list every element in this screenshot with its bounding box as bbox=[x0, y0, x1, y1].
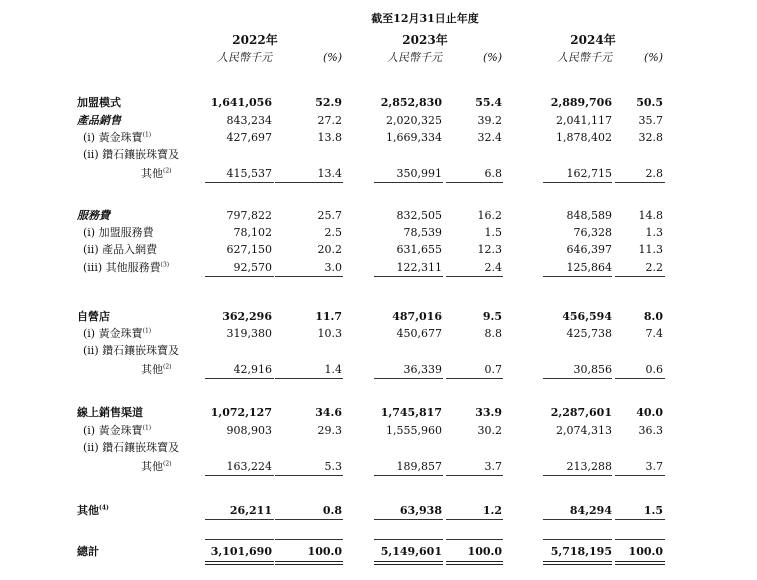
amount-cell: 2,852,830 bbox=[380, 96, 442, 109]
percent-cell: 27.2 bbox=[317, 114, 342, 127]
percent-cell: 39.2 bbox=[477, 114, 502, 127]
percent-cell: 40.0 bbox=[636, 406, 663, 419]
percent-cell: 2.8 bbox=[645, 167, 663, 180]
row-label: 其他$^{(2)}$ bbox=[141, 460, 172, 473]
amount-cell: 848,589 bbox=[566, 209, 612, 222]
subtotal-rule bbox=[374, 276, 443, 277]
amount-cell: 1,878,402 bbox=[556, 131, 612, 144]
percent-cell: 100.0 bbox=[307, 545, 342, 558]
amount-cell: 36,339 bbox=[403, 363, 442, 376]
row-label: 其他$^{(2)}$ bbox=[141, 167, 172, 180]
subtotal-rule bbox=[205, 276, 274, 277]
amount-cell: 646,397 bbox=[566, 243, 612, 256]
total-double-rule bbox=[543, 561, 612, 565]
amount-cell: 908,903 bbox=[226, 424, 272, 437]
total-top-rule bbox=[543, 539, 612, 540]
row-label: (i) 加盟服務費 bbox=[83, 226, 154, 239]
percent-cell: 10.3 bbox=[317, 327, 342, 340]
amount-cell: 1,669,334 bbox=[386, 131, 442, 144]
percent-cell: 1.4 bbox=[324, 363, 342, 376]
year-header: 2022年 bbox=[232, 33, 278, 47]
percent-cell: 12.3 bbox=[477, 243, 502, 256]
percent-cell: 1.5 bbox=[484, 226, 502, 239]
amount-cell: 5,718,195 bbox=[550, 545, 612, 558]
subtotal-rule bbox=[543, 519, 612, 520]
unit-label: 人民幣千元 bbox=[557, 51, 612, 64]
row-label: 總計 bbox=[77, 545, 99, 558]
amount-cell: 350,991 bbox=[396, 167, 442, 180]
amount-cell: 163,224 bbox=[226, 460, 272, 473]
percent-cell: 14.8 bbox=[638, 209, 663, 222]
subtotal-rule bbox=[446, 378, 503, 379]
subtotal-rule bbox=[275, 519, 343, 520]
row-label: 自營店 bbox=[77, 310, 110, 323]
amount-cell: 1,555,960 bbox=[386, 424, 442, 437]
row-label: (ii) 產品入網費 bbox=[83, 243, 158, 256]
footnote-marker: (2) bbox=[163, 460, 172, 468]
percent-cell: 52.9 bbox=[315, 96, 342, 109]
percent-cell: 32.4 bbox=[477, 131, 502, 144]
subtotal-rule bbox=[615, 475, 665, 476]
amount-cell: 5,149,601 bbox=[380, 545, 442, 558]
percent-cell: 7.4 bbox=[645, 327, 663, 340]
subtotal-rule bbox=[543, 475, 612, 476]
subtotal-rule bbox=[615, 519, 665, 520]
footnote-marker: (2) bbox=[163, 363, 172, 371]
amount-cell: 63,938 bbox=[399, 504, 442, 517]
row-label: (ii) 鑽石鑲嵌珠寶及 bbox=[83, 148, 180, 161]
row-label: (ii) 鑽石鑲嵌珠寶及 bbox=[83, 441, 180, 454]
amount-cell: 2,287,601 bbox=[550, 406, 612, 419]
amount-cell: 1,745,817 bbox=[380, 406, 442, 419]
percent-cell: 8.8 bbox=[484, 327, 502, 340]
percent-cell: 100.0 bbox=[467, 545, 502, 558]
percent-cell: 2.4 bbox=[484, 261, 502, 274]
amount-cell: 189,857 bbox=[396, 460, 442, 473]
amount-cell: 2,020,325 bbox=[386, 114, 442, 127]
subtotal-rule bbox=[615, 182, 665, 183]
row-label: (iii) 其他服務費$^{(3)}$ bbox=[83, 261, 170, 274]
percent-cell: 30.2 bbox=[477, 424, 502, 437]
amount-cell: 362,296 bbox=[222, 310, 272, 323]
percent-cell: 20.2 bbox=[317, 243, 342, 256]
percent-cell: 13.4 bbox=[317, 167, 342, 180]
total-double-rule bbox=[205, 561, 274, 565]
subtotal-rule bbox=[275, 475, 343, 476]
total-top-rule bbox=[615, 539, 665, 540]
percent-cell: 25.7 bbox=[317, 209, 342, 222]
subtotal-rule bbox=[446, 475, 503, 476]
percent-cell: 5.3 bbox=[324, 460, 342, 473]
amount-cell: 84,294 bbox=[569, 504, 612, 517]
row-label: 其他$^{(2)}$ bbox=[141, 363, 172, 376]
amount-cell: 122,311 bbox=[396, 261, 442, 274]
footnote-marker: (1) bbox=[142, 327, 152, 335]
subtotal-rule bbox=[374, 475, 443, 476]
amount-cell: 2,074,313 bbox=[556, 424, 612, 437]
percent-cell: 3.7 bbox=[484, 460, 502, 473]
amount-cell: 843,234 bbox=[226, 114, 272, 127]
total-top-rule bbox=[374, 539, 443, 540]
amount-cell: 26,211 bbox=[229, 504, 272, 517]
percent-cell: 35.7 bbox=[638, 114, 663, 127]
footnote-marker: (1) bbox=[142, 131, 152, 139]
subtotal-rule bbox=[275, 378, 343, 379]
amount-cell: 2,889,706 bbox=[550, 96, 612, 109]
total-double-rule bbox=[275, 561, 343, 565]
percent-cell: 11.3 bbox=[638, 243, 663, 256]
subtotal-rule bbox=[446, 519, 503, 520]
amount-cell: 30,856 bbox=[573, 363, 612, 376]
percent-cell: 32.8 bbox=[638, 131, 663, 144]
total-double-rule bbox=[615, 561, 665, 565]
percent-cell: 1.3 bbox=[645, 226, 663, 239]
percent-cell: 0.6 bbox=[645, 363, 663, 376]
percent-cell: 29.3 bbox=[317, 424, 342, 437]
subtotal-rule bbox=[446, 276, 503, 277]
pct-label: (%) bbox=[643, 51, 663, 64]
row-label: 產品銷售 bbox=[77, 114, 121, 127]
percent-cell: 13.8 bbox=[317, 131, 342, 144]
subtotal-rule bbox=[615, 378, 665, 379]
subtotal-rule bbox=[205, 182, 274, 183]
total-top-rule bbox=[275, 539, 343, 540]
amount-cell: 76,328 bbox=[573, 226, 612, 239]
percent-cell: 9.5 bbox=[482, 310, 502, 323]
amount-cell: 3,101,690 bbox=[210, 545, 272, 558]
year-header: 2023年 bbox=[402, 33, 448, 47]
row-label: (i) 黃金珠寶$^{(1)}$ bbox=[83, 327, 152, 340]
year-header: 2024年 bbox=[570, 33, 616, 47]
amount-cell: 487,016 bbox=[392, 310, 442, 323]
percent-cell: 100.0 bbox=[628, 545, 663, 558]
amount-cell: 125,864 bbox=[566, 261, 612, 274]
total-double-rule bbox=[446, 561, 503, 565]
amount-cell: 427,697 bbox=[226, 131, 272, 144]
subtotal-rule bbox=[615, 276, 665, 277]
subtotal-rule bbox=[543, 276, 612, 277]
amount-cell: 1,641,056 bbox=[210, 96, 272, 109]
row-label: 線上銷售渠道 bbox=[77, 406, 143, 419]
row-label: (i) 黃金珠寶$^{(1)}$ bbox=[83, 424, 152, 437]
amount-cell: 627,150 bbox=[226, 243, 272, 256]
percent-cell: 33.9 bbox=[475, 406, 502, 419]
period-header: 截至12月31日止年度 bbox=[371, 12, 479, 25]
total-top-rule bbox=[205, 539, 274, 540]
percent-cell: 2.5 bbox=[324, 226, 342, 239]
amount-cell: 832,505 bbox=[396, 209, 442, 222]
percent-cell: 16.2 bbox=[477, 209, 502, 222]
total-double-rule bbox=[374, 561, 443, 565]
footnote-marker: (2) bbox=[163, 167, 172, 175]
amount-cell: 425,738 bbox=[566, 327, 612, 340]
row-label: (ii) 鑽石鑲嵌珠寶及 bbox=[83, 344, 180, 357]
footnote-marker: (3) bbox=[160, 261, 170, 269]
percent-cell: 1.2 bbox=[482, 504, 502, 517]
row-label: 加盟模式 bbox=[77, 96, 121, 109]
pct-label: (%) bbox=[322, 51, 342, 64]
subtotal-rule bbox=[543, 378, 612, 379]
amount-cell: 2,041,117 bbox=[556, 114, 612, 127]
subtotal-rule bbox=[275, 276, 343, 277]
subtotal-rule bbox=[275, 182, 343, 183]
percent-cell: 36.3 bbox=[638, 424, 663, 437]
amount-cell: 213,288 bbox=[566, 460, 612, 473]
percent-cell: 3.7 bbox=[645, 460, 663, 473]
amount-cell: 450,677 bbox=[396, 327, 442, 340]
percent-cell: 11.7 bbox=[315, 310, 342, 323]
amount-cell: 631,655 bbox=[396, 243, 442, 256]
percent-cell: 55.4 bbox=[475, 96, 502, 109]
percent-cell: 0.8 bbox=[322, 504, 342, 517]
percent-cell: 0.7 bbox=[484, 363, 502, 376]
footnote-marker: (1) bbox=[142, 424, 152, 432]
amount-cell: 42,916 bbox=[233, 363, 272, 376]
pct-label: (%) bbox=[482, 51, 502, 64]
subtotal-rule bbox=[205, 519, 274, 520]
total-top-rule bbox=[446, 539, 503, 540]
amount-cell: 162,715 bbox=[566, 167, 612, 180]
percent-cell: 2.2 bbox=[645, 261, 663, 274]
row-label: 其他$^{(4)}$ bbox=[77, 504, 109, 517]
percent-cell: 50.5 bbox=[636, 96, 663, 109]
subtotal-rule bbox=[374, 519, 443, 520]
percent-cell: 6.8 bbox=[484, 167, 502, 180]
amount-cell: 456,594 bbox=[562, 310, 612, 323]
row-label: 服務費 bbox=[77, 209, 110, 222]
amount-cell: 78,539 bbox=[403, 226, 442, 239]
footnote-marker: (4) bbox=[99, 504, 109, 512]
amount-cell: 1,072,127 bbox=[210, 406, 272, 419]
subtotal-rule bbox=[374, 182, 443, 183]
subtotal-rule bbox=[543, 182, 612, 183]
percent-cell: 1.5 bbox=[643, 504, 663, 517]
subtotal-rule bbox=[374, 378, 443, 379]
percent-cell: 8.0 bbox=[643, 310, 663, 323]
unit-label: 人民幣千元 bbox=[217, 51, 272, 64]
subtotal-rule bbox=[205, 378, 274, 379]
subtotal-rule bbox=[446, 182, 503, 183]
subtotal-rule bbox=[205, 475, 274, 476]
unit-label: 人民幣千元 bbox=[387, 51, 442, 64]
amount-cell: 797,822 bbox=[226, 209, 272, 222]
amount-cell: 415,537 bbox=[226, 167, 272, 180]
amount-cell: 92,570 bbox=[233, 261, 272, 274]
row-label: (i) 黃金珠寶$^{(1)}$ bbox=[83, 131, 152, 144]
amount-cell: 78,102 bbox=[233, 226, 272, 239]
percent-cell: 34.6 bbox=[315, 406, 342, 419]
percent-cell: 3.0 bbox=[324, 261, 342, 274]
amount-cell: 319,380 bbox=[226, 327, 272, 340]
